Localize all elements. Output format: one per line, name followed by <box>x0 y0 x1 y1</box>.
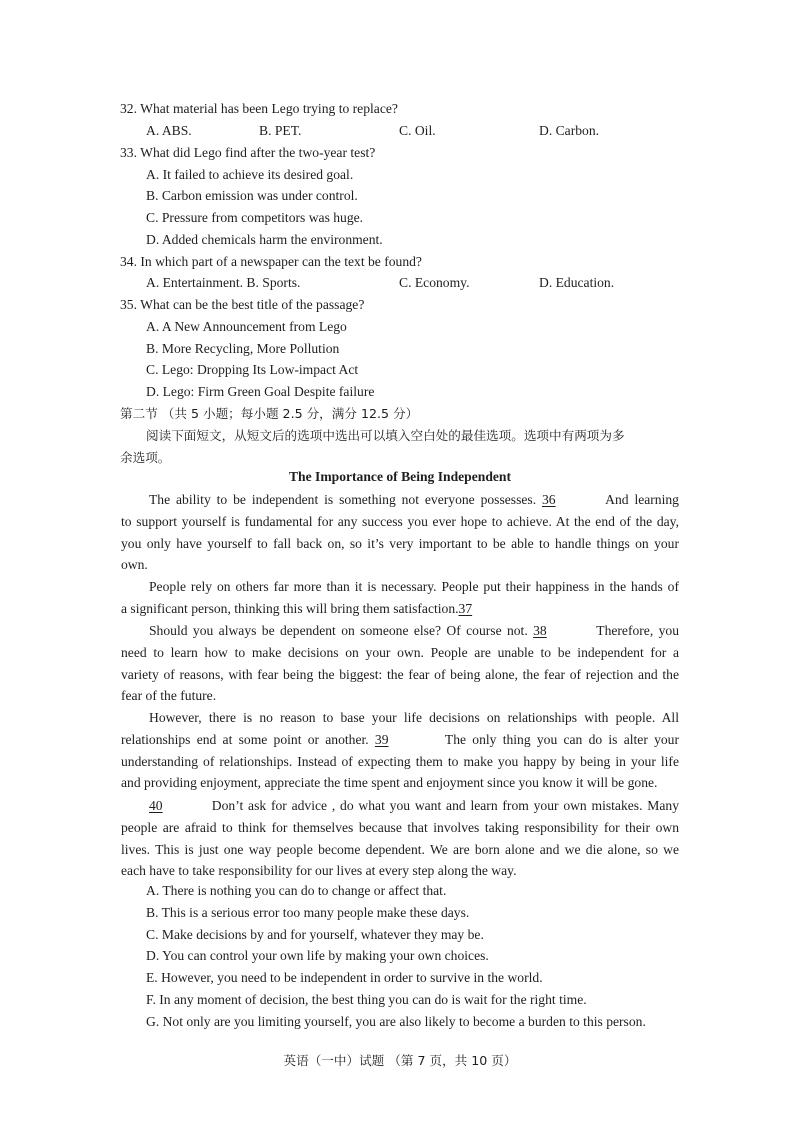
choice-e: E. However, you need to be independent in order to survive in the world. <box>146 970 543 985</box>
blank-37: 37 <box>458 600 473 616</box>
q35-option-b: B. More Recycling, More Pollution <box>146 341 340 356</box>
blank-40: 40 <box>149 798 163 813</box>
q33-option-b: B. Carbon emission was under control. <box>146 188 358 203</box>
blank-39: 39 <box>374 731 389 747</box>
passage-paragraph-4: However, there is no reason to base your life decisions on relationships with people. All relationships end at some point or another. 39 The only thing you can do is alter your understanding of relationships. Instead of expecting them to make you happy by being in your life and providing enjoyment, appreciate the time spent and enjoyment since you know it will be gone. <box>121 710 680 791</box>
passage-title: The Importance of Being Independent <box>288 469 512 484</box>
question-33: 33. What did Lego find after the two-year test? <box>120 145 376 160</box>
choice-f: F. In any moment of decision, the best thing you can do is wait for the right time. <box>146 992 587 1007</box>
choice-d: D. You can control your own life by making your own choices. <box>146 948 489 963</box>
choice-g: G. Not only are you limiting yourself, you are also likely to become a burden to this person. <box>146 1014 646 1029</box>
passage-paragraph-1: The ability to be independent is something not everyone possesses. 36 And learning to support yourself is fundamental for any success you ever hope to achieve. At the end of the day, you only have yourself to fall back on, so it’s very important to be able to handle things on your own. <box>121 489 679 576</box>
question-32: 32. What material has been Lego trying to replace? <box>120 101 398 116</box>
q33-option-a: A. It failed to achieve its desired goal. <box>146 167 354 182</box>
passage-paragraph-5: 40 Don’t ask for advice , do what you want and learn from your own mistakes. Many people are afraid to think for themselves because that involves taking responsibility for their own lives. This is just one way people become dependent. We are born alone and we die alone, so we each have to take responsibility for our lives at every step along the way. <box>121 795 679 882</box>
section-instruction-2: 余选项。 <box>120 450 171 465</box>
blank-38: 38 <box>533 623 547 638</box>
question-34: 34. In which part of a newspaper can the text be found? <box>120 254 422 269</box>
q34-option-ab: A. Entertainment. B. Sports. <box>146 275 301 290</box>
q32-option-a: A. ABS. <box>146 123 192 138</box>
question-35: 35. What can be the best title of the passage? <box>120 297 365 312</box>
choice-a: A. There is nothing you can do to change or affect that. <box>146 883 447 898</box>
q32-option-b: B. PET. <box>259 123 302 138</box>
q32-option-c: C. Oil. <box>399 123 436 138</box>
blank-36: 36 <box>542 492 556 507</box>
q34-option-d: D. Education. <box>539 275 615 290</box>
page-footer: 英语（一中）试题 （第 7 页，共 10 页） <box>283 1053 517 1068</box>
q35-option-d: D. Lego: Firm Green Goal Despite failure <box>146 384 375 399</box>
choice-c: C. Make decisions by and for yourself, whatever they may be. <box>146 927 484 942</box>
q32-option-d: D. Carbon. <box>539 123 600 138</box>
q33-option-c: C. Pressure from competitors was huge. <box>146 210 364 225</box>
q35-option-a: A. A New Announcement from Lego <box>146 319 347 334</box>
q33-option-d: D. Added chemicals harm the environment. <box>146 232 383 247</box>
section-instruction-1: 阅读下面短文，从短文后的选项中选出可以填入空白处的最佳选项。选项中有两项为多 <box>146 428 625 443</box>
choice-b: B. This is a serious error too many people make these days. <box>146 905 470 920</box>
q35-option-c: C. Lego: Dropping Its Low-impact Act <box>146 362 359 377</box>
q34-option-c: C. Economy. <box>399 275 470 290</box>
passage-paragraph-3: Should you always be dependent on someone else? Of course not. 38 Therefore, you need to learn how to make decisions on your own. People are unable to be independent for a variety of reasons, with fear being the biggest: the fear of being alone, the fear of rejection and the fear of the future. <box>121 620 679 707</box>
section-heading: 第二节 （共 5 小题；每小题 2.5 分，满分 12.5 分） <box>120 406 419 421</box>
passage-paragraph-2: People rely on others far more than it is necessary. People put their happiness in the hands of a significant person, thinking this will bring them satisfaction.37 <box>121 576 679 620</box>
